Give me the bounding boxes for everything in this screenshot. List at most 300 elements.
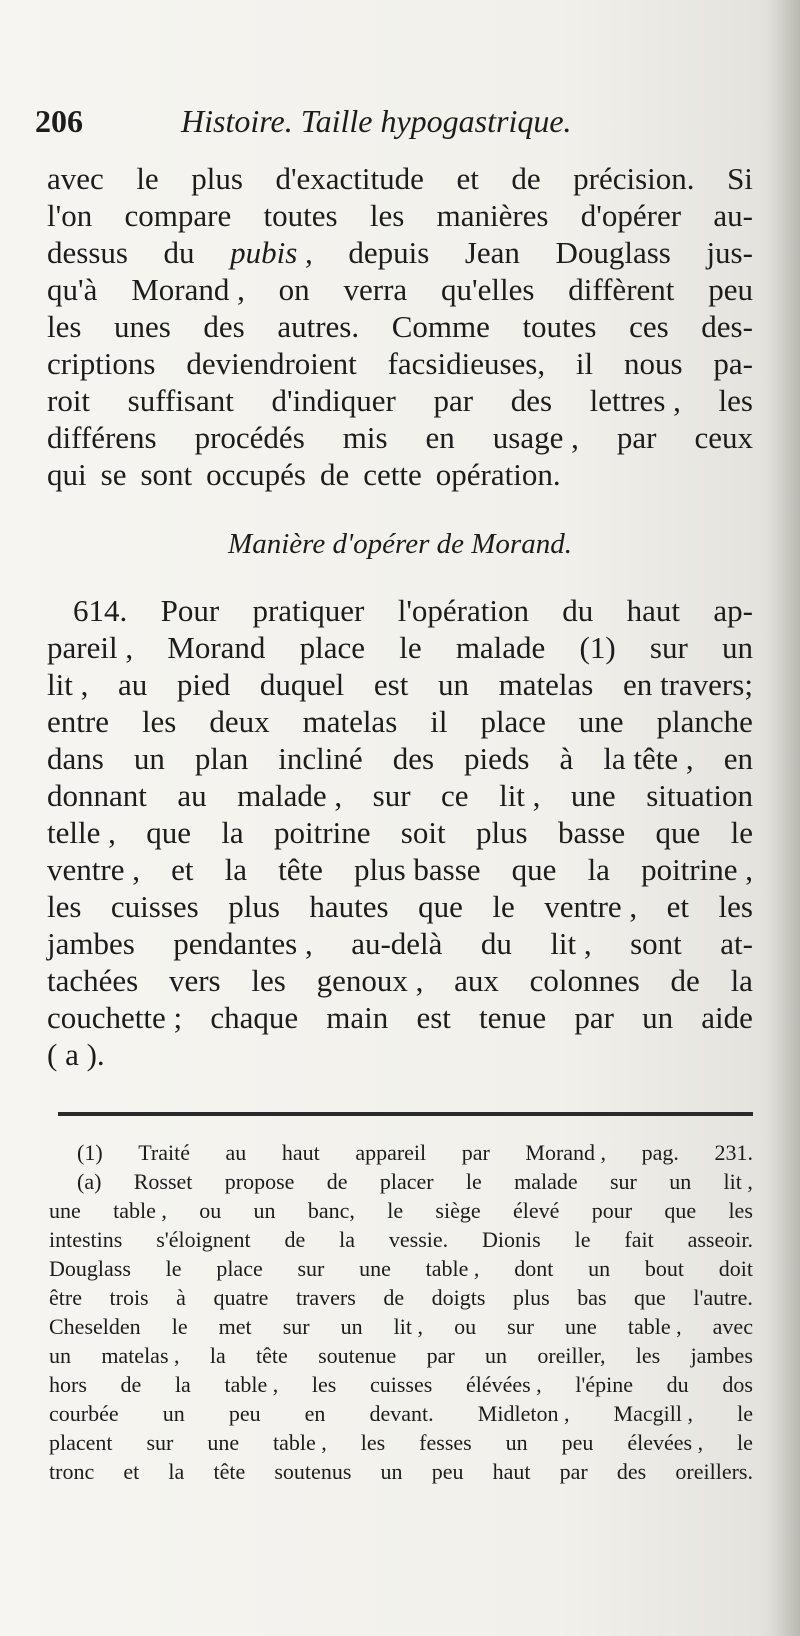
word: les — [718, 889, 753, 924]
word: à — [176, 1285, 186, 1310]
word: avec — [712, 1314, 753, 1339]
word: en travers; — [622, 667, 753, 702]
word: Morand , — [525, 1140, 607, 1165]
word: place — [480, 704, 546, 739]
word: plus — [228, 889, 280, 924]
word: 614. — [73, 593, 128, 628]
word: le — [730, 815, 753, 850]
word: lit , — [499, 778, 541, 813]
word: que — [655, 815, 701, 850]
main-text — [47, 160, 753, 1072]
word: lit , — [723, 1169, 753, 1194]
word: tête — [278, 852, 323, 887]
word: une — [570, 778, 616, 813]
word: les — [369, 198, 405, 233]
word: Si — [727, 161, 753, 196]
word: planche — [656, 704, 753, 739]
word: sur — [507, 1314, 534, 1339]
word: met — [218, 1314, 252, 1339]
word: se — [100, 457, 127, 492]
word: pieds — [464, 741, 530, 776]
word: incliné — [278, 741, 363, 776]
word: les — [635, 1343, 661, 1368]
word: élévées , — [465, 1372, 542, 1397]
word: avec — [47, 161, 104, 196]
word: les — [718, 383, 753, 418]
word: d'opérer — [580, 198, 682, 233]
word: la — [221, 815, 244, 850]
word: opération. — [435, 457, 561, 492]
word: 231. — [714, 1140, 753, 1165]
word: sur — [297, 1256, 325, 1281]
word: le — [492, 889, 515, 924]
word: les — [47, 889, 82, 924]
word: être — [49, 1285, 82, 1310]
word: le — [136, 161, 159, 196]
word: Rosset — [133, 1169, 193, 1194]
word: poitrine — [274, 815, 371, 850]
word: le — [737, 1401, 753, 1426]
word: deviendroient — [186, 346, 357, 381]
word: la — [168, 1459, 185, 1484]
word: du — [562, 593, 594, 628]
footnotes — [49, 1138, 753, 1486]
footnote-line — [49, 1254, 753, 1283]
word: matelas — [302, 704, 398, 739]
word: vers — [168, 963, 221, 998]
word: plus — [512, 1285, 550, 1310]
word: Morand , — [131, 272, 245, 307]
word: bout — [644, 1256, 684, 1281]
word: un — [588, 1256, 611, 1281]
word: de — [120, 1372, 142, 1397]
word: lit , — [47, 667, 89, 702]
text-line — [47, 740, 753, 777]
word: il — [575, 346, 594, 381]
word: une — [49, 1198, 81, 1223]
word: main — [326, 1000, 389, 1035]
word: sont — [630, 926, 682, 961]
word: sont — [140, 457, 193, 492]
word: élevé — [512, 1198, 560, 1223]
text-line — [47, 666, 753, 703]
word: pour — [591, 1198, 633, 1223]
word: matelas , — [101, 1343, 180, 1368]
text-line — [47, 345, 753, 382]
word: place — [299, 630, 366, 665]
word: qu'à — [47, 272, 98, 307]
word: toutes — [263, 198, 338, 233]
footnote-line — [49, 1138, 753, 1167]
word: toutes — [522, 309, 597, 344]
page-number: 206 — [35, 103, 83, 139]
word: mis — [342, 420, 388, 455]
footnote-line — [49, 1399, 753, 1428]
word: de — [383, 1285, 405, 1310]
word: soit — [400, 815, 446, 850]
word: précision. — [573, 161, 695, 196]
word: occupés — [206, 457, 306, 492]
word: sur — [609, 1169, 637, 1194]
word: hors — [49, 1372, 87, 1397]
word: aux — [454, 963, 499, 998]
footnote-line — [49, 1283, 753, 1312]
word: pied — [176, 667, 231, 702]
word: et — [456, 161, 479, 196]
word: diffèrent — [568, 272, 675, 307]
word: Douglass — [49, 1256, 131, 1281]
word: haut — [281, 1140, 320, 1165]
word: Comme — [391, 309, 490, 344]
word: jambes — [690, 1343, 753, 1368]
word: plus — [475, 815, 528, 850]
word: oreillers. — [675, 1459, 753, 1484]
word: Dionis — [482, 1227, 541, 1252]
word: Jean — [464, 235, 520, 270]
word: ou — [454, 1314, 477, 1339]
word: de — [284, 1227, 306, 1252]
word: l'autre. — [693, 1285, 753, 1310]
text-line — [47, 160, 753, 197]
word: au — [177, 778, 207, 813]
word: un — [49, 1343, 71, 1368]
word: Cheselden — [49, 1314, 141, 1339]
word: des- — [701, 309, 753, 344]
word: intestins — [49, 1227, 123, 1252]
word: entre — [47, 704, 109, 739]
word: des — [510, 383, 553, 418]
word: couchette ; — [47, 1000, 183, 1035]
text-line — [47, 456, 753, 493]
text-line — [47, 592, 753, 629]
word: ventre , — [544, 889, 638, 924]
running-title: Histoire. Taille hypogastrique. — [181, 103, 572, 139]
word: criptions — [47, 346, 156, 381]
word: sur — [372, 778, 411, 813]
word: doit — [718, 1256, 753, 1281]
word: oreiller, — [537, 1343, 606, 1368]
word: que — [511, 852, 557, 887]
word: par — [559, 1459, 588, 1484]
word: la — [209, 1343, 226, 1368]
word: siège — [435, 1198, 481, 1223]
word: à — [559, 741, 574, 776]
word: Traité — [138, 1140, 190, 1165]
word: telle , — [47, 815, 116, 850]
word: table , — [425, 1256, 480, 1281]
word: appareil — [355, 1140, 427, 1165]
section-heading: Manière d'opérer de Morand. — [228, 528, 572, 560]
text-line — [47, 308, 753, 345]
word: soutenus — [274, 1459, 352, 1484]
word: ou — [199, 1198, 222, 1223]
word: une — [565, 1314, 597, 1339]
word: ceux — [694, 420, 753, 455]
word: Morand — [167, 630, 266, 665]
word: un — [133, 741, 165, 776]
word: le — [171, 1314, 188, 1339]
word: les — [728, 1198, 753, 1223]
word: Midleton , — [477, 1401, 570, 1426]
word: cuisses — [369, 1372, 433, 1397]
footnote-line — [49, 1167, 753, 1196]
word: de — [319, 457, 350, 492]
word: deux — [209, 704, 270, 739]
word: suffisant — [127, 383, 234, 418]
word: lit , — [550, 926, 592, 961]
word: au — [117, 667, 148, 702]
word: le — [465, 1169, 482, 1194]
word: est — [373, 667, 409, 702]
word: jus- — [706, 235, 753, 270]
word: est — [416, 1000, 451, 1035]
word: une — [578, 704, 624, 739]
word: d'indiquer — [271, 383, 396, 418]
word: aide — [701, 1000, 753, 1035]
word: malade , — [237, 778, 343, 813]
word: travers — [295, 1285, 356, 1310]
word: placent — [49, 1430, 113, 1455]
word: le — [165, 1256, 182, 1281]
word: on — [278, 272, 310, 307]
word: d'exactitude — [275, 161, 424, 196]
word: placer — [379, 1169, 434, 1194]
word: usage , — [492, 420, 579, 455]
footnote-line — [49, 1341, 753, 1370]
word: au-delà — [351, 926, 443, 961]
word: banc, — [307, 1198, 355, 1223]
word: donnant — [47, 778, 147, 813]
word: (1) — [579, 630, 616, 665]
word: devant. — [369, 1401, 434, 1426]
word: le — [574, 1227, 591, 1252]
word: les — [360, 1430, 386, 1455]
word: roit — [47, 383, 91, 418]
word: sur — [146, 1430, 174, 1455]
word: situation — [646, 778, 753, 813]
word: les — [141, 704, 177, 739]
word: par — [616, 420, 657, 455]
text-line — [47, 197, 753, 234]
word: un — [485, 1343, 508, 1368]
word: pa- — [713, 346, 753, 381]
word: haut — [626, 593, 680, 628]
word: plan — [194, 741, 249, 776]
word: et — [123, 1459, 140, 1484]
word: que — [634, 1285, 666, 1310]
word: s'éloignent — [156, 1227, 251, 1252]
word: hautes — [309, 889, 389, 924]
word: un — [642, 1000, 674, 1035]
word: cuisses — [110, 889, 199, 924]
word: asseoir. — [687, 1227, 753, 1252]
word: le — [737, 1430, 753, 1455]
word: en — [723, 741, 753, 776]
word: pendantes , — [173, 926, 313, 961]
footnote-line — [49, 1370, 753, 1399]
word: la — [730, 963, 753, 998]
word: ces — [629, 309, 669, 344]
word: pareil , — [47, 630, 134, 665]
word: doigts — [431, 1285, 486, 1310]
word: ap- — [713, 593, 753, 628]
footnote-rule — [58, 1112, 753, 1116]
word: fesses — [419, 1430, 472, 1455]
word: duquel — [259, 667, 345, 702]
word: malade — [514, 1169, 578, 1194]
word: un — [505, 1430, 528, 1455]
word: (a) — [77, 1169, 102, 1194]
text-line — [47, 814, 753, 851]
word: pubis , — [230, 235, 313, 270]
word: par — [574, 1000, 614, 1035]
word: verra — [343, 272, 408, 307]
word: l'opération — [397, 593, 529, 628]
word: (1) — [77, 1140, 103, 1165]
word: des — [392, 741, 435, 776]
text-line — [47, 629, 753, 666]
word: haut — [492, 1459, 531, 1484]
word: une — [359, 1256, 391, 1281]
word: nous — [623, 346, 683, 381]
word: vessie. — [388, 1227, 449, 1252]
word: lit , — [393, 1314, 424, 1339]
word: un — [253, 1198, 276, 1223]
word: par — [426, 1343, 455, 1368]
word: que — [146, 815, 191, 850]
word: un — [438, 667, 469, 702]
word: malade — [455, 630, 546, 665]
word: place — [216, 1256, 263, 1281]
word: peu — [431, 1459, 464, 1484]
text-line — [47, 234, 753, 271]
word: des — [616, 1459, 647, 1484]
text-line — [47, 851, 753, 888]
word: poitrine , — [641, 852, 753, 887]
word: la — [339, 1227, 356, 1252]
footnote-line — [49, 1196, 753, 1225]
word: de — [326, 1169, 348, 1194]
word: sur — [649, 630, 688, 665]
word: ce — [441, 778, 469, 813]
word: un — [340, 1314, 363, 1339]
running-header — [35, 103, 755, 153]
word: en — [425, 420, 455, 455]
word: procédés — [194, 420, 305, 455]
word: que — [418, 889, 463, 924]
word: sur — [282, 1314, 310, 1339]
word: pag. — [641, 1140, 679, 1165]
word: peu — [708, 272, 753, 307]
footnote-line — [49, 1457, 753, 1486]
word: le — [399, 630, 422, 665]
text-line — [47, 999, 753, 1036]
word: l'on — [47, 198, 93, 233]
word: matelas — [498, 667, 594, 702]
word: un — [721, 630, 753, 665]
word: du — [666, 1372, 689, 1397]
word: dessus — [47, 235, 128, 270]
word: autres. — [277, 309, 360, 344]
word: facsidieuses, — [387, 346, 546, 381]
word: trois — [109, 1285, 149, 1310]
word: un — [380, 1459, 403, 1484]
text-line — [47, 703, 753, 740]
word: unes — [114, 309, 171, 344]
word: l'épine — [575, 1372, 634, 1397]
word: en — [304, 1401, 326, 1426]
word: soutenue — [318, 1343, 397, 1368]
word: du — [480, 926, 512, 961]
word: de — [511, 161, 541, 196]
word: peu — [561, 1430, 594, 1455]
word: tachées — [47, 963, 139, 998]
word: ventre , — [47, 852, 140, 887]
word: et — [666, 889, 690, 924]
footnote-line — [49, 1225, 753, 1254]
word: différens — [47, 420, 157, 455]
text-line — [47, 925, 753, 962]
word: le — [387, 1198, 404, 1223]
word: bas — [577, 1285, 607, 1310]
word: cette — [363, 457, 422, 492]
word: fait — [624, 1227, 654, 1252]
word: genoux , — [316, 963, 424, 998]
word: au- — [713, 198, 753, 233]
word: il — [430, 704, 448, 739]
word: dans — [47, 741, 104, 776]
word: table , — [273, 1430, 327, 1455]
word: dos — [722, 1372, 753, 1397]
footnote-line — [49, 1312, 753, 1341]
word: table , — [224, 1372, 279, 1397]
word: un — [669, 1169, 692, 1194]
word: élevées , — [627, 1430, 704, 1455]
word: au — [225, 1140, 247, 1165]
word: tête — [213, 1459, 246, 1484]
text-line — [47, 888, 753, 925]
word: Macgill , — [613, 1401, 693, 1426]
text-line — [47, 419, 753, 456]
word: table , — [627, 1314, 682, 1339]
word: peu — [228, 1401, 261, 1426]
word: la — [224, 852, 247, 887]
word: chaque — [210, 1000, 299, 1035]
word: colonnes — [529, 963, 640, 998]
word: plus — [191, 161, 243, 196]
word: la — [587, 852, 610, 887]
word: propose — [224, 1169, 295, 1194]
word: les — [311, 1372, 337, 1397]
word: une — [207, 1430, 240, 1455]
word: depuis — [348, 235, 430, 270]
word: Douglass — [555, 235, 671, 270]
text-line — [47, 382, 753, 419]
paragraph-1 — [47, 160, 753, 493]
word: tronc — [49, 1459, 95, 1484]
word: compare — [124, 198, 232, 233]
word: table , — [113, 1198, 167, 1223]
word: plus basse — [353, 852, 481, 887]
word: les — [251, 963, 286, 998]
word: tête — [256, 1343, 288, 1368]
word: dont — [514, 1256, 554, 1281]
text-line — [47, 962, 753, 999]
text-line — [47, 271, 753, 308]
word: et — [171, 852, 194, 887]
word: du — [163, 235, 195, 270]
word: manières — [436, 198, 549, 233]
